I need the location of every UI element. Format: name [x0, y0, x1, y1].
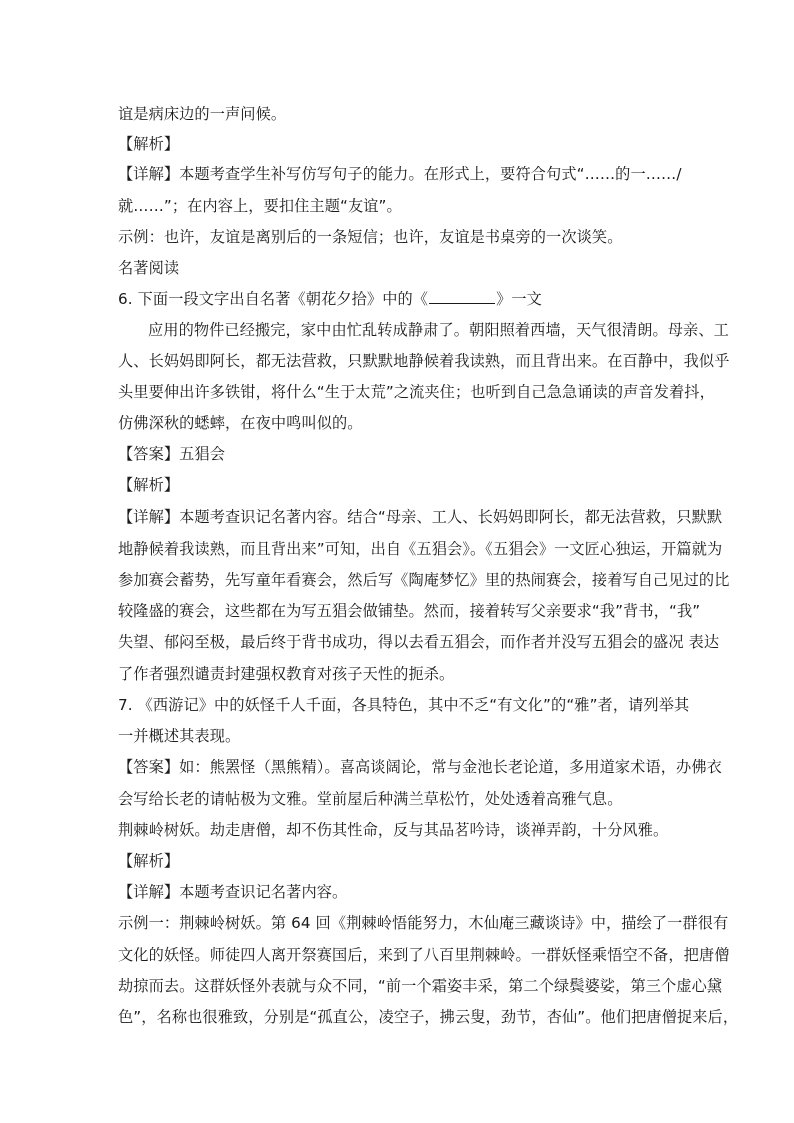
- question-7-cont: 一并概述其表现。: [118, 727, 241, 745]
- question-text-end: 》一文: [496, 290, 542, 308]
- passage-line: 人、长妈妈即阿长，都无法营救，只默默地静候着我读熟，而且背出来。在百静中，我似乎: [118, 352, 730, 370]
- question-6: [118, 288, 688, 310]
- text-line: 【详解】本题考查学生补写仿写句子的能力。在形式上，要符合句式“……的一……/: [118, 165, 682, 183]
- answer-line: 【答案】如：熊罴怪（黑熊精）。喜高谈阔论，常与金池长老论道，多用道家术语，办佛衣: [118, 758, 722, 776]
- text-line: 地静候着我读熟，而且背出来”可知，出自《五猖会》。《五猖会》一文匠心独运，开篇就为: [118, 540, 723, 558]
- text-line: 谊是病床边的一声问候。: [118, 105, 287, 123]
- text-line: 了作者强烈谴责封建强权教育对孩子天性的扼杀。: [118, 665, 455, 683]
- text-line: 荆棘岭树妖。劫走唐僧，却不伤其性命，反与其品茗吟诗，谈禅弄韵，十分风雅。: [118, 821, 669, 839]
- question-text: 6. 下面一段文字出自名著《朝花夕拾》中的《: [118, 290, 429, 308]
- question-7: 7. 《西游记》中的妖怪千人千面，各具特色，其中不乏“有文化”的“雅”者，请列举其: [118, 696, 690, 714]
- text-line: 较隆盛的赛会，这些都在为写五猖会做铺垫。然而，接着转写父亲要求“我”背书，“我”: [118, 602, 701, 620]
- text-line: 【详解】本题考查识记名著内容。: [118, 883, 348, 901]
- answer-line: 【答案】五猖会: [118, 445, 226, 463]
- section-heading: 名著阅读: [118, 259, 180, 277]
- answer-blank: [429, 289, 495, 304]
- text-line: 示例：也许，友谊是离别后的一条短信；也许，友谊是书桌旁的一次谈笑。: [118, 228, 623, 246]
- text-line: 就……”；在内容上，要扣住主题“友谊”。: [118, 197, 402, 215]
- text-line: 文化的妖怪。师徒四人离开祭赛国后，来到了八百里荆棘岭。一群妖怪乘悟空不备，把唐僧: [118, 946, 730, 964]
- passage-line: 应用的物件已经搬完，家中由忙乱转成静肃了。朝阳照着西墙，天气很清朗。母亲、工: [148, 321, 729, 339]
- text-line: 劫掠而去。这群妖怪外表就与众不同，“前一个霜姿丰采，第二个绿鬓婆娑，第三个虚心黛: [118, 977, 723, 995]
- text-line: 色”，名称也很雅致，分别是“孤直公，凌空子，拂云叟，劲节，杏仙”。他们把唐僧捉来后，: [118, 1008, 739, 1026]
- text-line: 会写给长老的请帖极为文雅。堂前屋后种满兰草松竹，处处透着高雅气息。: [118, 790, 623, 808]
- text-line: 示例一：荆棘岭树妖。第 64 回《荆棘岭悟能努力，木仙庵三藏谈诗》中，描绘了一群很有: [118, 914, 729, 932]
- passage-line: 仿佛深秋的蟋蟀，在夜中鸣叫似的。: [118, 414, 363, 432]
- section-label-analysis: 【解析】: [118, 135, 180, 153]
- text-line: 失望、郁闷至极，最后终于背书成功，得以去看五猖会，而作者并没写五猖会的盛况 表达: [118, 633, 720, 651]
- section-label-analysis: 【解析】: [118, 476, 180, 494]
- section-label-analysis: 【解析】: [118, 852, 180, 870]
- text-line: 参加赛会蓄势，先写童年看赛会，然后写《陶庵梦忆》里的热闹赛会，接着写自己见过的比: [118, 571, 730, 589]
- passage-line: 头里要伸出许多铁钳，将什么“生于太荒”之流夹住；也听到自己急急诵读的声音发着抖，: [118, 383, 715, 401]
- text-line: 【详解】本题考查识记名著内容。结合“母亲、工人、长妈妈即阿长，都无法营救，只默默: [118, 508, 723, 526]
